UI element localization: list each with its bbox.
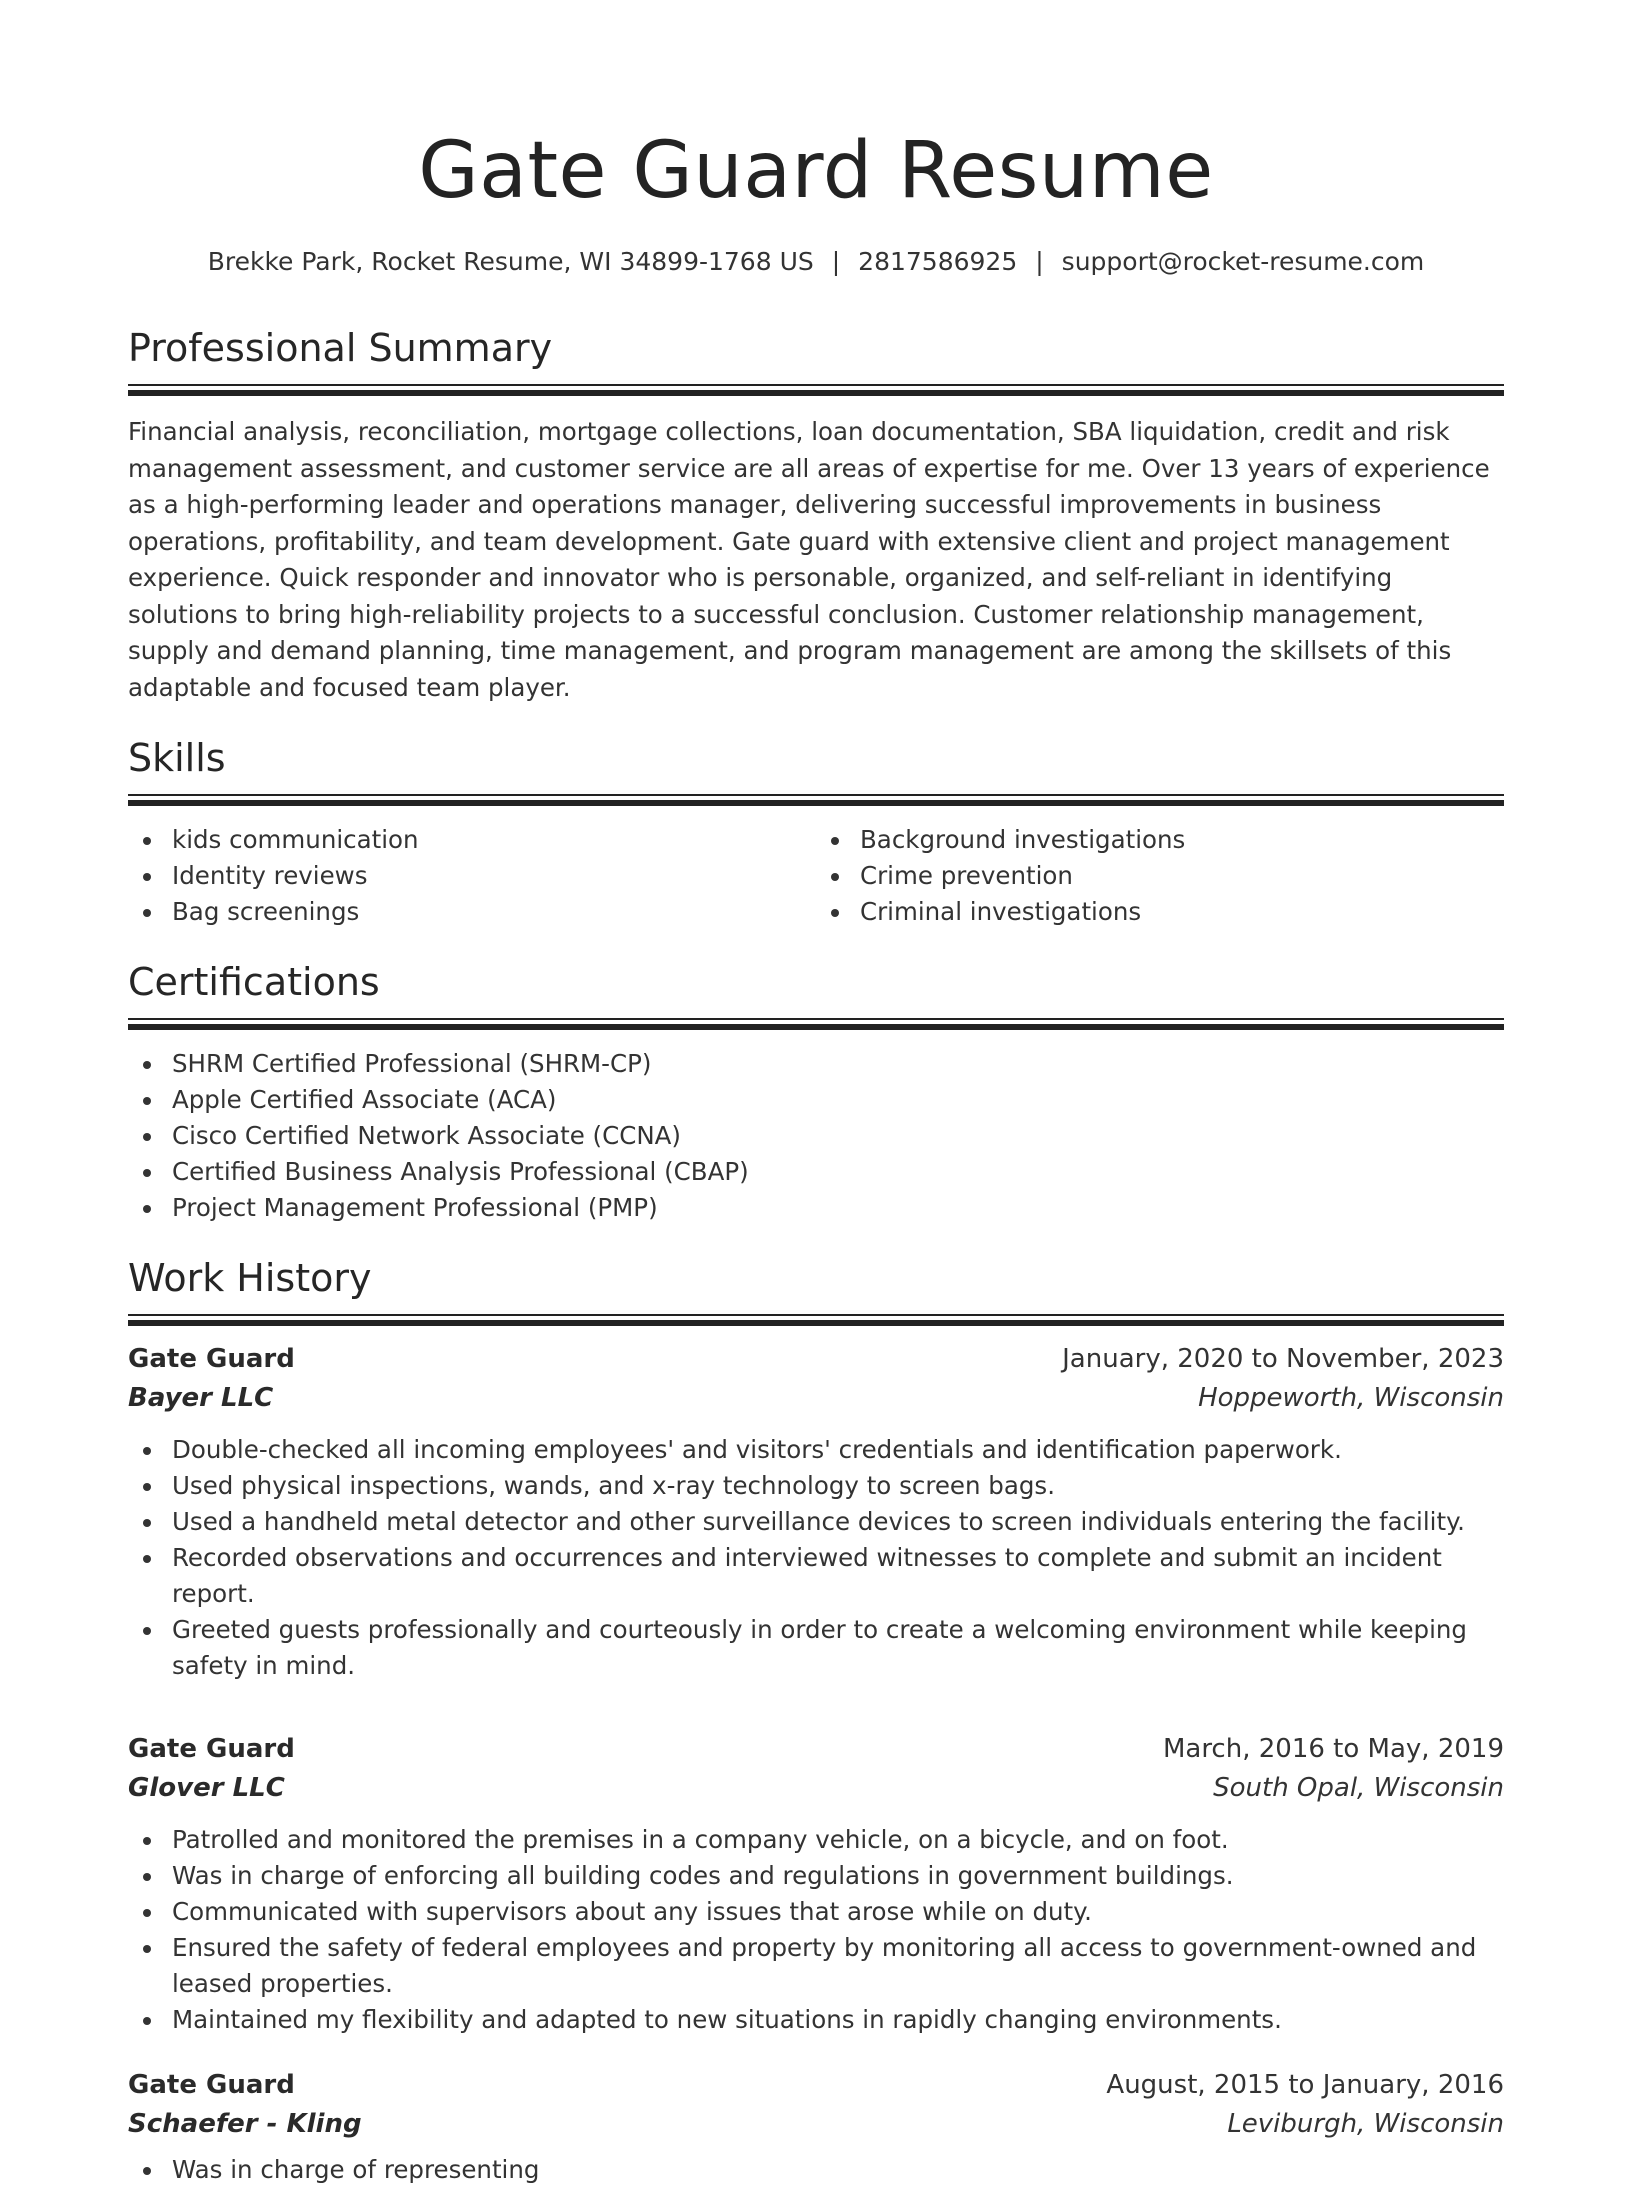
job-company: Schaefer - Kling bbox=[128, 2109, 362, 2139]
section-divider bbox=[128, 794, 1504, 806]
job-company-row bbox=[128, 1378, 1504, 1418]
certification-item: SHRM Certified Professional (SHRM-CP) bbox=[172, 1046, 1504, 1082]
certification-item: Project Management Professional (PMP) bbox=[172, 1190, 1504, 1226]
job-header-row bbox=[128, 2066, 1504, 2104]
section-divider bbox=[128, 384, 1504, 396]
contact-separator: | bbox=[831, 247, 841, 276]
summary-section bbox=[128, 322, 1504, 706]
job-duty-item: Used a handheld metal detector and other surveillance devices to screen individuals entering the facility. bbox=[172, 1504, 1504, 1540]
skills-grid bbox=[128, 822, 1504, 930]
job-header-row bbox=[128, 1340, 1504, 1378]
job-duties-list bbox=[128, 1432, 1504, 1684]
job-title: Gate Guard bbox=[128, 1734, 295, 1764]
skills-heading: Skills bbox=[128, 736, 226, 780]
job-location: Hoppeworth, Wisconsin bbox=[1198, 1383, 1504, 1413]
resume-title: Gate Guard Resume bbox=[418, 126, 1214, 216]
job-duties-list bbox=[128, 1822, 1504, 2038]
job-dates: January, 2020 to November, 2023 bbox=[1062, 1344, 1504, 1374]
job-header-row bbox=[128, 1730, 1504, 1768]
contact-email: support@rocket-resume.com bbox=[1061, 247, 1425, 276]
certifications-section bbox=[128, 956, 1504, 1226]
job-location: South Opal, Wisconsin bbox=[1213, 1773, 1504, 1803]
skills-column-left bbox=[128, 822, 816, 930]
skill-item: Identity reviews bbox=[172, 858, 816, 894]
job-entry bbox=[128, 1340, 1504, 1684]
work-history-section bbox=[128, 1252, 1504, 2188]
job-entry bbox=[128, 1730, 1504, 2038]
certification-item: Apple Certified Associate (ACA) bbox=[172, 1082, 1504, 1118]
job-company: Glover LLC bbox=[128, 1773, 285, 1803]
contact-separator: | bbox=[1035, 247, 1044, 276]
job-duty-item: Ensured the safety of federal employees and property by monitoring all access to government-owned and leased properties. bbox=[172, 1930, 1504, 2002]
certification-item: Certified Business Analysis Professional (CBAP) bbox=[172, 1154, 1504, 1190]
skills-list-right bbox=[816, 822, 1504, 930]
certifications-heading: Certifications bbox=[128, 960, 380, 1004]
job-company: Bayer LLC bbox=[128, 1383, 274, 1413]
job-dates: August, 2015 to January, 2016 bbox=[1106, 2070, 1504, 2100]
job-duty-item: Communicated with supervisors about any issues that arose while on duty. bbox=[172, 1894, 1504, 1930]
certification-item: Cisco Certified Network Associate (CCNA) bbox=[172, 1118, 1504, 1154]
section-divider bbox=[128, 1314, 1504, 1326]
certifications-list bbox=[128, 1046, 1504, 1226]
section-divider bbox=[128, 1018, 1504, 1030]
job-duty-item: Maintained my flexibility and adapted to new situations in rapidly changing environments. bbox=[172, 2002, 1504, 2038]
skill-item: kids communication bbox=[172, 822, 816, 858]
job-company-row bbox=[128, 1768, 1504, 1808]
job-duty-item: Recorded observations and occurrences and interviewed witnesses to complete and submit an incident report. bbox=[172, 1540, 1504, 1612]
job-duties-list bbox=[128, 2152, 1504, 2188]
job-duty-item: Used physical inspections, wands, and x-ray technology to screen bags. bbox=[172, 1468, 1504, 1504]
job-duty-item: Was in charge of enforcing all building codes and regulations in government buildings. bbox=[172, 1858, 1504, 1894]
summary-text: Financial analysis, reconciliation, mortgage collections, loan documentation, SBA liquidation, credit and risk management assessment, and customer service are all areas of expertise for me. Over 13 years of experience as a high-performing leader and operations manager, delivering successful improvements in business operations, profitability, and team development. Gate guard with extensive client and project management experience. Quick responder and innovator who is personable, organized, and self-reliant in identifying solutions to bring high-reliability projects to a successful conclusion. Customer relationship management, supply and demand planning, time management, and program management are among the skillsets of this adaptable and focused team player. bbox=[128, 417, 1490, 702]
skill-item: Background investigations bbox=[860, 822, 1504, 858]
contact-address: Brekke Park, Rocket Resume, WI 34899-1768 US bbox=[207, 247, 814, 276]
skill-item: Crime prevention bbox=[860, 858, 1504, 894]
skills-list-left bbox=[128, 822, 816, 930]
job-location: Leviburgh, Wisconsin bbox=[1227, 2109, 1504, 2139]
job-company-row bbox=[128, 2104, 1504, 2144]
job-duty-item: Patrolled and monitored the premises in a company vehicle, on a bicycle, and on foot. bbox=[172, 1822, 1504, 1858]
contact-line bbox=[128, 244, 1504, 280]
job-entry bbox=[128, 2066, 1504, 2188]
job-duty-item: Double-checked all incoming employees' and visitors' credentials and identification paperwork. bbox=[172, 1432, 1504, 1468]
job-dates: March, 2016 to May, 2019 bbox=[1162, 1734, 1504, 1764]
work-history-heading: Work History bbox=[128, 1256, 372, 1300]
skills-column-right bbox=[816, 822, 1504, 930]
skill-item: Criminal investigations bbox=[860, 894, 1504, 930]
contact-phone: 2817586925 bbox=[858, 247, 1018, 276]
job-title: Gate Guard bbox=[128, 1344, 295, 1374]
job-title: Gate Guard bbox=[128, 2070, 295, 2100]
skills-section bbox=[128, 732, 1504, 930]
summary-heading: Professional Summary bbox=[128, 326, 553, 370]
job-duty-item: Greeted guests professionally and courteously in order to create a welcoming environment while keeping safety in mind. bbox=[172, 1612, 1504, 1684]
job-duty-item: Was in charge of representing bbox=[172, 2152, 1504, 2188]
skill-item: Bag screenings bbox=[172, 894, 816, 930]
